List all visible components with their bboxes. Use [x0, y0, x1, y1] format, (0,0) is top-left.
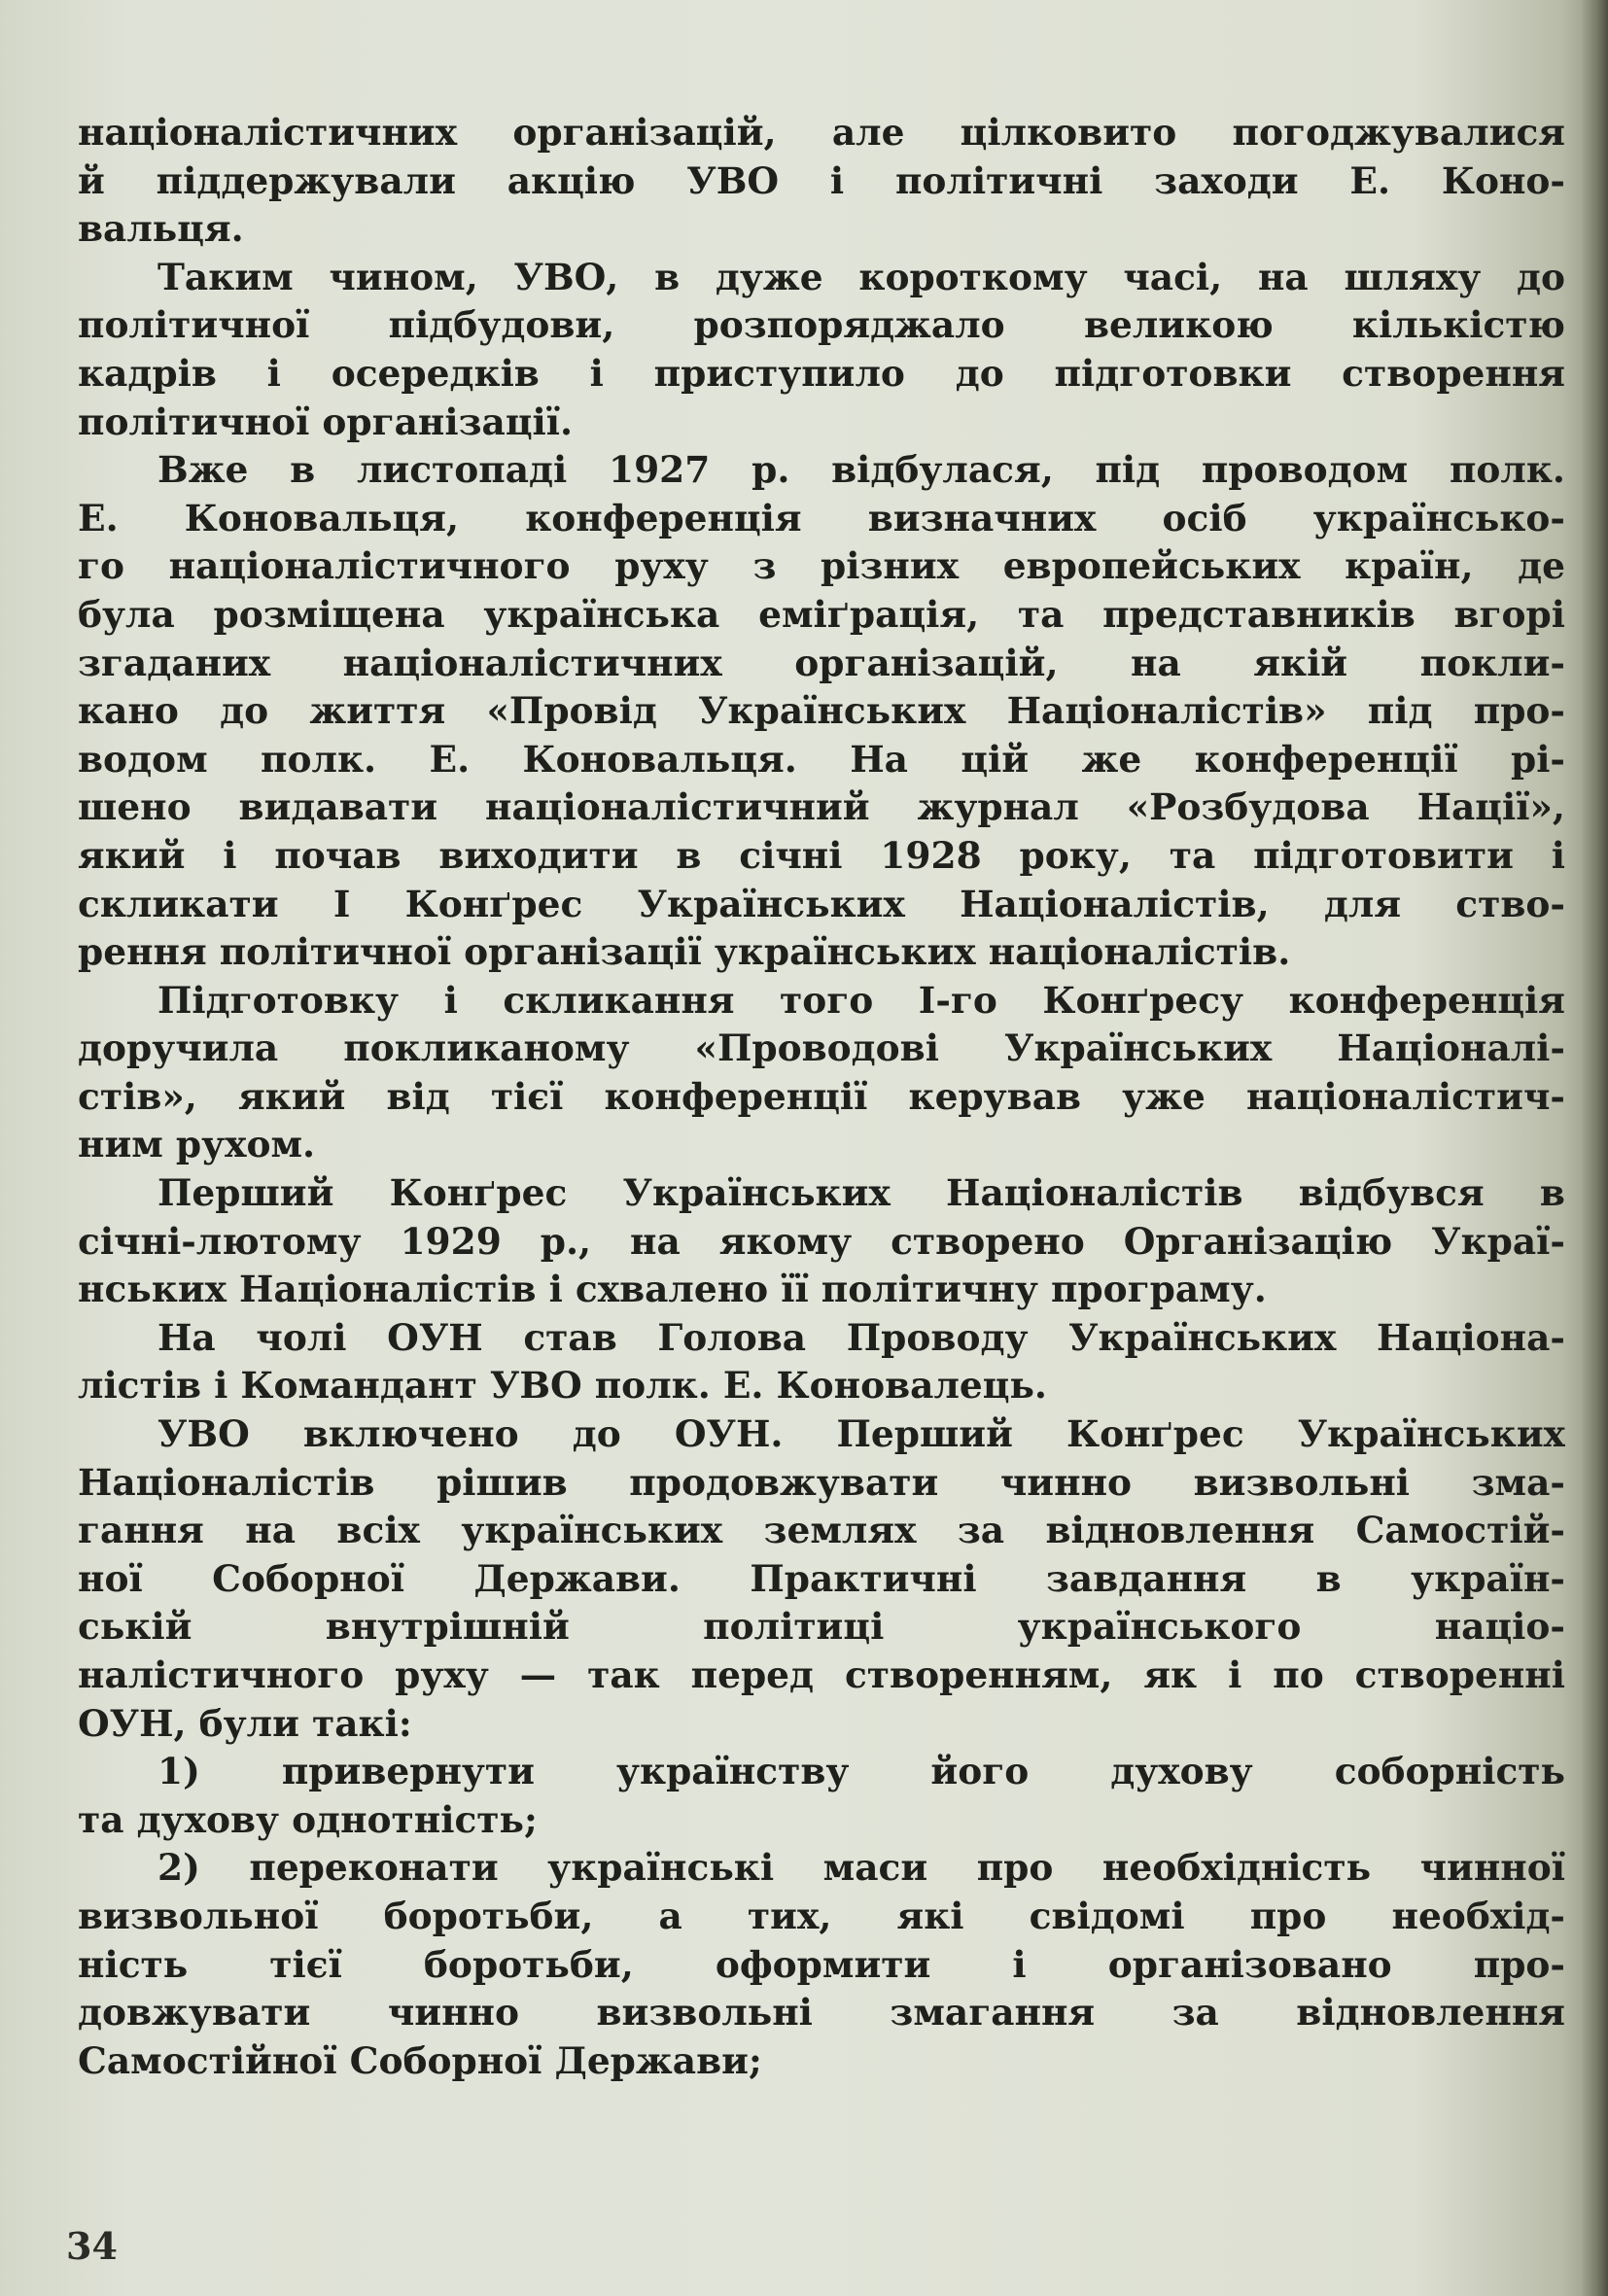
page-number: 34	[66, 2224, 118, 2268]
text-line: політичної підбудови, розпоряджало великою кількістю	[78, 303, 1565, 347]
body-text	[78, 109, 1565, 2085]
text-line: та духову однотність;	[78, 1797, 538, 1841]
text-line: визвольної боротьби, а тих, які свідомі про необхід-	[78, 1894, 1565, 1937]
text-line: Націоналістів рішив продовжувати чинно визвольні зма-	[78, 1460, 1565, 1504]
text-line: довжувати чинно визвольні змагання за відновлення	[78, 1991, 1565, 2035]
text-line: 1) привернути українству його духову соборність	[157, 1750, 1565, 1793]
text-line: була розміщена українська еміґрація, та представників вгорі	[78, 592, 1565, 636]
text-line: який і почав виходити в січні 1928 року, та підготовити і	[78, 833, 1565, 877]
text-line: На чолі ОУН став Голова Проводу Українських Націона-	[157, 1315, 1565, 1359]
text-line: УВО включено до ОУН. Перший Конґрес Українських	[157, 1412, 1565, 1456]
text-line: Е. Коновальця, конференція визначних осіб українсько-	[78, 496, 1565, 539]
text-line: налістичного руху — так перед створенням, як і по створенні	[78, 1653, 1565, 1696]
text-line: згаданих націоналістичних організацій, на якій покли-	[78, 641, 1565, 684]
text-line: водом полк. Е. Коновальця. На цій же конференції рі-	[78, 737, 1565, 781]
text-line: кадрів і осередків і приступило до підготовки створення	[78, 351, 1565, 395]
text-line: Самостійної Соборної Держави;	[78, 2038, 762, 2082]
text-line: нських Націоналістів і схвалено її політичну програму.	[78, 1268, 1267, 1311]
text-line: гання на всіх українських землях за відновлення Самостій-	[78, 1509, 1565, 1552]
text-line: ській внутрішній політиці українського націо-	[78, 1605, 1565, 1649]
text-line: політичної організації.	[78, 400, 574, 443]
text-line: й піддержували акцію УВО і політичні заходи Е. Коно-	[78, 158, 1565, 202]
text-line: ним рухом.	[78, 1123, 316, 1166]
text-line: рення політичної організації українських націоналістів.	[78, 930, 1291, 974]
text-line: 2) переконати українські маси про необхідність чинної	[157, 1846, 1565, 1890]
text-line: го націоналістичного руху з різних европейських країн, де	[78, 544, 1565, 588]
text-line: лістів і Командант УВО полк. Е. Коновалець.	[78, 1364, 1047, 1408]
text-line: доручила покликаному «Проводові Українських Націоналі-	[78, 1026, 1565, 1070]
text-line: Перший Конґрес Українських Націоналістів відбувся в	[157, 1171, 1565, 1215]
text-line: шено видавати націоналістичний журнал «Розбудова Нації»,	[78, 785, 1565, 829]
text-line: Підготовку і скликання того І-го Конґресу конференція	[157, 978, 1565, 1022]
text-line: скликати І Конґрес Українських Націоналістів, для ство-	[78, 882, 1565, 925]
page-edge-shadow	[1581, 0, 1608, 2296]
text-line: націоналістичних організацій, але цілковито погоджувалися	[78, 111, 1565, 154]
text-line: Вже в листопаді 1927 р. відбулася, під проводом полк.	[157, 448, 1565, 492]
text-line: січні-лютому 1929 р., на якому створено Організацію Украї-	[78, 1219, 1565, 1263]
text-line: ність тієї боротьби, оформити і організовано про-	[78, 1942, 1565, 1986]
text-line: вальця.	[78, 207, 244, 251]
text-line: стів», який від тієї конференції керував уже націоналістич-	[78, 1074, 1565, 1118]
text-line: ної Соборної Держави. Практичні завдання в україн-	[78, 1556, 1565, 1600]
text-line: ОУН, були такі:	[78, 1701, 412, 1745]
text-line: кано до життя «Провід Українських Націоналістів» під про-	[78, 689, 1565, 733]
text-line: Таким чином, УВО, в дуже короткому часі, на шляху до	[157, 255, 1565, 298]
